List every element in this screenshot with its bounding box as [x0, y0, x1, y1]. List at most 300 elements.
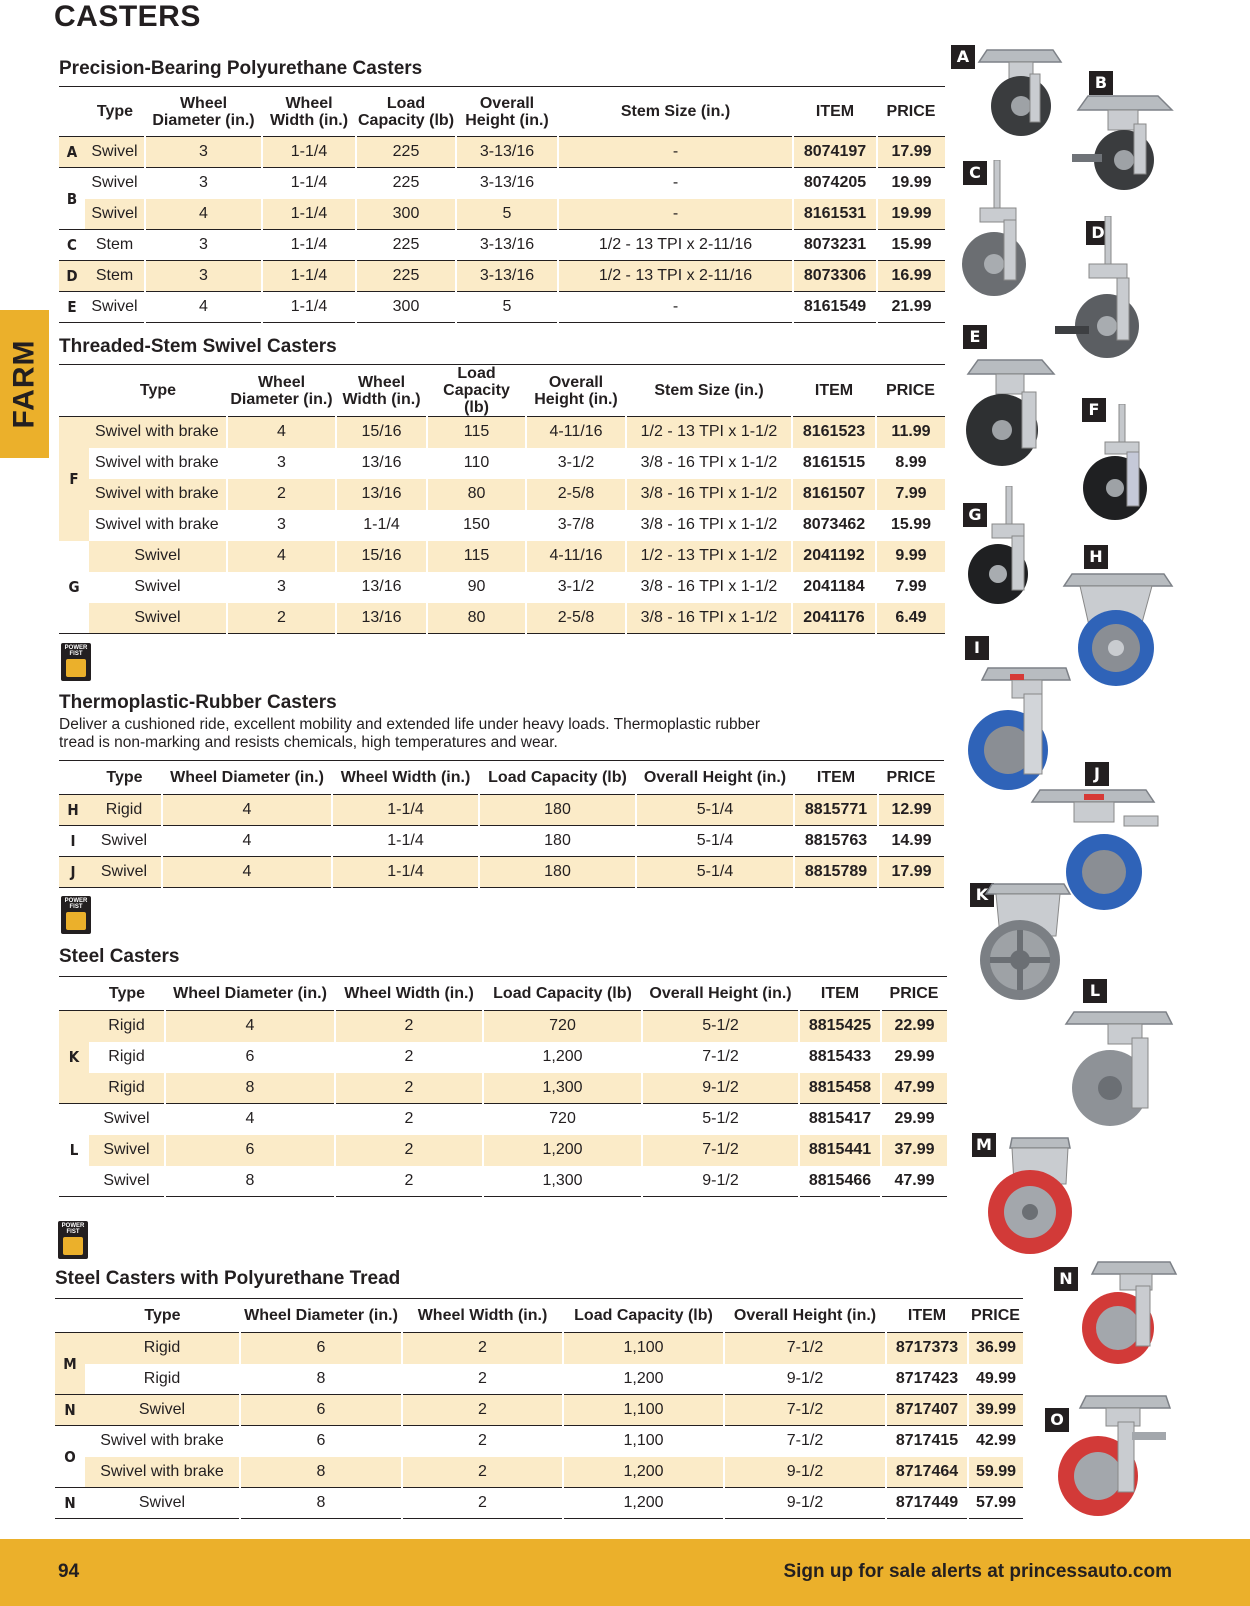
caster-image-h	[1060, 570, 1175, 695]
header-cell	[59, 977, 89, 1011]
image-label-a: A	[951, 45, 975, 69]
cell-height: 7-1/2	[724, 1426, 886, 1457]
cell-diameter: 3	[227, 572, 336, 603]
header-cell: Wheel Diameter (in.)	[162, 761, 332, 795]
cell-width: 1-1/4	[332, 826, 479, 857]
header-cell: Wheel Diameter (in.)	[227, 365, 336, 417]
cell-load: 1,200	[483, 1042, 642, 1073]
fist-icon	[66, 912, 86, 930]
cell-diameter: 4	[227, 417, 336, 448]
cell-stem: 3/8 - 16 TPI x 1-1/2	[626, 603, 792, 634]
table-row	[59, 1166, 947, 1197]
table-row	[55, 1333, 1023, 1364]
cell-height: 2-5/8	[526, 603, 626, 634]
cell-price: 19.99	[877, 168, 945, 199]
cell-height: 9-1/2	[724, 1364, 886, 1395]
cell-width: 15/16	[336, 417, 427, 448]
cell-item: 8815417	[799, 1104, 881, 1135]
cell-height: 3-13/16	[456, 168, 558, 199]
header-cell	[59, 87, 85, 137]
cell-item: 2041176	[792, 603, 876, 634]
cell-height: 9-1/2	[724, 1457, 886, 1488]
cell-width: 1-1/4	[262, 292, 356, 323]
cell-load: 300	[356, 199, 456, 230]
cell-diameter: 8	[165, 1166, 335, 1197]
cell-width: 13/16	[336, 603, 427, 634]
table-row	[55, 1395, 1023, 1426]
table-row	[55, 1426, 1023, 1457]
cell-price: 6.49	[876, 603, 945, 634]
image-label-k: K	[970, 883, 994, 907]
side-tab-farm	[0, 310, 49, 458]
cell-load: 80	[427, 603, 526, 634]
cell-item: 8074197	[793, 137, 877, 168]
cell-height: 3-1/2	[526, 448, 626, 479]
table-row	[59, 230, 945, 261]
cell-type: Swivel	[89, 541, 227, 572]
cell-width: 1-1/4	[262, 261, 356, 292]
cell-stem: -	[558, 137, 793, 168]
table-row	[59, 1042, 947, 1073]
group-letter: J	[59, 857, 87, 888]
cell-diameter: 3	[145, 168, 262, 199]
power-fist-logo-text: POWER FIST	[64, 645, 88, 657]
cell-width: 1-1/4	[262, 137, 356, 168]
cell-width: 13/16	[336, 572, 427, 603]
cell-price: 47.99	[881, 1073, 947, 1104]
header-cell: PRICE	[968, 1299, 1023, 1333]
header-cell: Stem Size (in.)	[558, 87, 793, 137]
caster-image-m	[972, 1134, 1092, 1259]
cell-item: 8815763	[794, 826, 878, 857]
section-steel-casters	[59, 946, 947, 1197]
cell-stem: 3/8 - 16 TPI x 1-1/2	[626, 479, 792, 510]
header-cell: Load Capacity (lb)	[356, 87, 456, 137]
cell-height: 5	[456, 292, 558, 323]
cell-stem: 3/8 - 16 TPI x 1-1/2	[626, 510, 792, 541]
cell-diameter: 3	[145, 137, 262, 168]
cell-type: Rigid	[89, 1073, 165, 1104]
cell-height: 5-1/2	[642, 1104, 799, 1135]
power-fist-logo-text: POWER FIST	[61, 1223, 85, 1235]
cell-type: Swivel with brake	[85, 1457, 240, 1488]
image-label-f: F	[1082, 398, 1106, 422]
table-row	[59, 541, 945, 572]
table-row	[59, 199, 945, 230]
cell-item: 8717407	[886, 1395, 968, 1426]
header-cell: ITEM	[792, 365, 876, 417]
image-label-b: B	[1089, 71, 1113, 95]
table-row	[59, 603, 945, 634]
group-letter: M	[55, 1333, 85, 1395]
cell-type: Rigid	[85, 1364, 240, 1395]
cell-item: 2041184	[792, 572, 876, 603]
header-cell: Type	[85, 87, 145, 137]
table-header	[59, 761, 944, 795]
cell-price: 15.99	[876, 510, 945, 541]
casters-table	[59, 86, 945, 323]
table-row	[59, 1135, 947, 1166]
cell-type: Swivel	[91, 174, 138, 192]
caster-image-d	[1055, 216, 1155, 376]
cell-width: 2	[402, 1395, 563, 1426]
cell-width: 1-1/4	[262, 199, 356, 230]
table-row	[59, 261, 945, 292]
cell-width: 13/16	[336, 448, 427, 479]
cell-height: 5-1/2	[642, 1011, 799, 1042]
section-title: Precision-Bearing Polyurethane Casters	[59, 58, 423, 79]
cell-price: 16.99	[877, 261, 945, 292]
cell-item: 8717449	[886, 1488, 968, 1519]
header-cell: Stem Size (in.)	[626, 365, 792, 417]
group-letter: I	[59, 826, 87, 857]
table-header	[55, 1299, 1023, 1333]
caster-image-n	[1074, 1258, 1180, 1368]
cell-diameter: 4	[145, 199, 262, 230]
cell-height: 3-13/16	[456, 230, 558, 261]
cell-type: Swivel	[85, 137, 145, 168]
group-letter: K	[59, 1011, 89, 1104]
cell-stem: 3/8 - 16 TPI x 1-1/2	[626, 572, 792, 603]
cell-load: 180	[479, 826, 636, 857]
cell-stem: -	[558, 199, 793, 230]
cell-item: 8815458	[799, 1073, 881, 1104]
cell-price: 21.99	[877, 292, 945, 323]
cell-item: 8161523	[792, 417, 876, 448]
group-letter: L	[59, 1104, 89, 1197]
cell-width: 1-1/4	[336, 510, 427, 541]
table-row	[59, 826, 944, 857]
casters-table	[59, 364, 945, 634]
image-label-c: C	[963, 161, 987, 185]
cell-item: 8073231	[793, 230, 877, 261]
cell-type: Swivel with brake	[89, 479, 227, 510]
cell-diameter: 8	[165, 1073, 335, 1104]
cell-height: 4-11/16	[526, 541, 626, 572]
header-cell: PRICE	[878, 761, 944, 795]
header-cell: Overall Height (in.)	[642, 977, 799, 1011]
cell-price: 49.99	[968, 1364, 1023, 1395]
cell-diameter: 6	[240, 1395, 402, 1426]
image-label-g: G	[963, 503, 987, 527]
group-letter: G	[59, 541, 89, 634]
cell-price: 42.99	[968, 1426, 1023, 1457]
header-cell: Load Capacity (lb)	[563, 1299, 724, 1333]
cell-item: 8074205	[793, 168, 877, 199]
cell-load: 225	[356, 261, 456, 292]
cell-diameter: 3	[145, 230, 262, 261]
page-title: CASTERS	[54, 0, 201, 33]
cell-height: 4-11/16	[526, 417, 626, 448]
cell-price: 47.99	[881, 1166, 947, 1197]
cell-height: 2-5/8	[526, 479, 626, 510]
cell-type: Swivel	[89, 1166, 165, 1197]
cell-stem: 1/2 - 13 TPI x 2-11/16	[558, 261, 793, 292]
image-label-m: M	[972, 1133, 996, 1157]
header-cell: Overall Height (in.)	[724, 1299, 886, 1333]
cell-height: 5	[456, 199, 558, 230]
image-label-h: H	[1084, 545, 1108, 569]
cell-height: 9-1/2	[642, 1166, 799, 1197]
cell-diameter: 4	[165, 1011, 335, 1042]
cell-width: 2	[335, 1135, 483, 1166]
cell-width: 2	[335, 1104, 483, 1135]
cell-width: 13/16	[336, 479, 427, 510]
cell-diameter: 8	[240, 1457, 402, 1488]
header-cell: Overall Height (in.)	[526, 365, 626, 417]
power-fist-logo	[61, 896, 91, 934]
cell-type: Swivel with brake	[95, 454, 219, 471]
cell-load: 1,100	[563, 1333, 724, 1364]
cell-width: 2	[335, 1011, 483, 1042]
cell-width: 1-1/4	[262, 168, 356, 199]
header-cell	[59, 365, 89, 417]
header-cell: PRICE	[876, 365, 945, 417]
table-header	[59, 977, 947, 1011]
table-row	[59, 1073, 947, 1104]
cell-price: 57.99	[968, 1488, 1023, 1519]
cell-width: 2	[402, 1457, 563, 1488]
cell-stem: -	[558, 292, 793, 323]
section-description: Deliver a cushioned ride, excellent mobility and extended life under heavy loads. Thermoplastic rubber tread is non-marking and resists chemicals, high temperatures and wear.	[59, 716, 761, 751]
table-row	[55, 1457, 1023, 1488]
cell-diameter: 6	[165, 1135, 335, 1166]
cell-load: 225	[356, 137, 456, 168]
caster-image-g	[962, 486, 1042, 611]
fist-icon	[66, 659, 86, 677]
header-cell: Overall Height (in.)	[456, 87, 558, 137]
cell-diameter: 2	[227, 479, 336, 510]
header-cell: ITEM	[799, 977, 881, 1011]
cell-width: 1-1/4	[332, 795, 479, 826]
image-label-i: I	[965, 636, 989, 660]
cell-load: 225	[356, 230, 456, 261]
cell-load: 1,300	[483, 1166, 642, 1197]
cell-load: 720	[483, 1104, 642, 1135]
power-fist-logo	[58, 1221, 88, 1259]
header-cell: ITEM	[886, 1299, 968, 1333]
header-cell: Type	[89, 977, 165, 1011]
table-row	[59, 795, 944, 826]
section-precision-bearing	[59, 58, 945, 323]
header-cell: Wheel Diameter (in.)	[145, 87, 262, 137]
cell-price: 37.99	[881, 1135, 947, 1166]
cell-load: 1,200	[483, 1135, 642, 1166]
section-title: Steel Casters with Polyurethane Tread	[55, 1268, 401, 1289]
cell-type: Swivel with brake	[89, 417, 227, 448]
cell-price: 14.99	[878, 826, 944, 857]
power-fist-logo	[61, 643, 91, 681]
cell-item: 8815771	[794, 795, 878, 826]
caster-image-b	[1068, 84, 1178, 199]
cell-price: 11.99	[876, 417, 945, 448]
header-cell: Load Capacity (lb)	[483, 977, 642, 1011]
cell-load: 180	[479, 857, 636, 888]
cell-diameter: 4	[162, 795, 332, 826]
table-header	[59, 87, 945, 137]
header-cell: Type	[85, 1299, 240, 1333]
caster-image-k	[970, 880, 1080, 1005]
cell-width: 2	[402, 1364, 563, 1395]
fist-icon	[63, 1237, 83, 1255]
header-cell: Wheel Width (in.)	[332, 761, 479, 795]
group-letter: N	[55, 1488, 85, 1519]
cell-load: 1,100	[563, 1395, 724, 1426]
cell-price: 8.99	[876, 448, 945, 479]
header-cell: Wheel Width (in.)	[335, 977, 483, 1011]
cell-price: 9.99	[876, 541, 945, 572]
cell-price: 29.99	[881, 1042, 947, 1073]
cell-item: 8717415	[886, 1426, 968, 1457]
cell-width: 2	[335, 1073, 483, 1104]
cell-stem: 1/2 - 13 TPI x 1-1/2	[626, 417, 792, 448]
cell-load: 110	[427, 448, 526, 479]
cell-type: Swivel	[85, 1395, 240, 1426]
section-threaded-stem	[59, 336, 945, 634]
cell-load: 90	[427, 572, 526, 603]
cell-height: 3-13/16	[456, 261, 558, 292]
power-fist-logo-text: POWER FIST	[64, 898, 88, 910]
cell-diameter: 2	[227, 603, 336, 634]
cell-price: 39.99	[968, 1395, 1023, 1426]
section-thermoplastic-rubber	[59, 692, 944, 888]
header-cell: Wheel Width (in.)	[402, 1299, 563, 1333]
cell-load: 720	[483, 1011, 642, 1042]
casters-table	[59, 976, 947, 1197]
cell-height: 3-13/16	[456, 137, 558, 168]
caster-image-l	[1058, 1008, 1176, 1128]
cell-height: 9-1/2	[724, 1488, 886, 1519]
cell-diameter: 4	[145, 292, 262, 323]
cell-stem: 1/2 - 13 TPI x 1-1/2	[626, 541, 792, 572]
cell-load: 300	[356, 292, 456, 323]
cell-diameter: 8	[240, 1488, 402, 1519]
cell-diameter: 8	[240, 1364, 402, 1395]
group-letter: D	[59, 261, 85, 292]
table-row	[59, 479, 945, 510]
header-cell	[55, 1299, 85, 1333]
cell-width: 2	[402, 1333, 563, 1364]
table-row	[59, 857, 944, 888]
cell-item: 8073462	[792, 510, 876, 541]
header-cell: PRICE	[877, 87, 945, 137]
cell-diameter: 6	[240, 1426, 402, 1457]
cell-diameter: 3	[227, 510, 336, 541]
cell-load: 1,200	[563, 1364, 724, 1395]
group-letter: H	[59, 795, 87, 826]
sale-alerts-link[interactable]: Sign up for sale alerts at princessauto.com	[783, 1561, 1172, 1582]
cell-diameter: 3	[227, 448, 336, 479]
header-cell: Type	[87, 761, 162, 795]
section-steel-polyurethane	[55, 1268, 1023, 1519]
caster-image-c	[958, 160, 1038, 310]
header-cell: PRICE	[881, 977, 947, 1011]
cell-price: 7.99	[876, 479, 945, 510]
section-title: Threaded-Stem Swivel Casters	[59, 336, 337, 357]
header-cell: Wheel Diameter (in.)	[240, 1299, 402, 1333]
group-letter: F	[59, 417, 89, 541]
table-row	[59, 572, 945, 603]
cell-diameter: 4	[165, 1104, 335, 1135]
cell-type: Swivel	[85, 1488, 240, 1519]
cell-type: Swivel	[85, 199, 145, 230]
cell-load: 1,300	[483, 1073, 642, 1104]
cell-load: 1,200	[563, 1457, 724, 1488]
cell-price: 12.99	[878, 795, 944, 826]
cell-item: 8815433	[799, 1042, 881, 1073]
cell-type: Swivel	[89, 603, 227, 634]
cell-height: 9-1/2	[642, 1073, 799, 1104]
cell-width: 2	[402, 1426, 563, 1457]
casters-table	[55, 1298, 1023, 1519]
table-row	[55, 1364, 1023, 1395]
header-cell: Type	[89, 365, 227, 417]
cell-item: 8717423	[886, 1364, 968, 1395]
cell-type: Swivel	[89, 1135, 165, 1166]
header-cell: ITEM	[794, 761, 878, 795]
cell-price: 17.99	[878, 857, 944, 888]
side-tab-label: FARM	[7, 339, 41, 429]
cell-price: 17.99	[877, 137, 945, 168]
cell-width: 2	[335, 1166, 483, 1197]
group-letter: E	[59, 292, 85, 323]
table-row	[55, 1488, 1023, 1519]
cell-price: 59.99	[968, 1457, 1023, 1488]
cell-load: 1,200	[563, 1488, 724, 1519]
cell-load: 80	[427, 479, 526, 510]
cell-height: 7-1/2	[642, 1042, 799, 1073]
section-title: Steel Casters	[59, 946, 180, 967]
cell-type: Rigid	[89, 1011, 165, 1042]
cell-width: 2	[402, 1488, 563, 1519]
table-row	[59, 1011, 947, 1042]
caster-image-i	[962, 664, 1072, 794]
cell-load: 115	[427, 417, 526, 448]
cell-height: 5-1/4	[636, 857, 794, 888]
table-row	[59, 137, 945, 168]
cell-load: 225	[356, 168, 456, 199]
cell-height: 3-7/8	[526, 510, 626, 541]
cell-price: 15.99	[877, 230, 945, 261]
image-label-n: N	[1054, 1267, 1078, 1291]
cell-item: 8717464	[886, 1457, 968, 1488]
cell-height: 5-1/4	[636, 795, 794, 826]
casters-table	[59, 760, 944, 888]
cell-price: 7.99	[876, 572, 945, 603]
cell-item: 8815425	[799, 1011, 881, 1042]
cell-type: Stem	[85, 261, 145, 292]
cell-load: 1,100	[563, 1426, 724, 1457]
cell-type: Swivel with brake	[95, 516, 219, 533]
header-cell: Wheel Width (in.)	[262, 87, 356, 137]
image-label-l: L	[1083, 979, 1107, 1003]
header-cell: ITEM	[793, 87, 877, 137]
group-letter: O	[55, 1426, 85, 1488]
cell-type: Rigid	[108, 1048, 145, 1065]
table-row	[59, 168, 945, 199]
table-row	[59, 510, 945, 541]
cell-load: 180	[479, 795, 636, 826]
cell-height: 7-1/2	[724, 1333, 886, 1364]
table-row	[59, 1104, 947, 1135]
cell-height: 7-1/2	[724, 1395, 886, 1426]
caster-image-a	[975, 40, 1065, 140]
header-cell: Load Capacity (lb)	[479, 761, 636, 795]
cell-type: Rigid	[87, 795, 162, 826]
cell-height: 7-1/2	[642, 1135, 799, 1166]
caster-image-e	[962, 356, 1058, 476]
cell-item: 2041192	[792, 541, 876, 572]
